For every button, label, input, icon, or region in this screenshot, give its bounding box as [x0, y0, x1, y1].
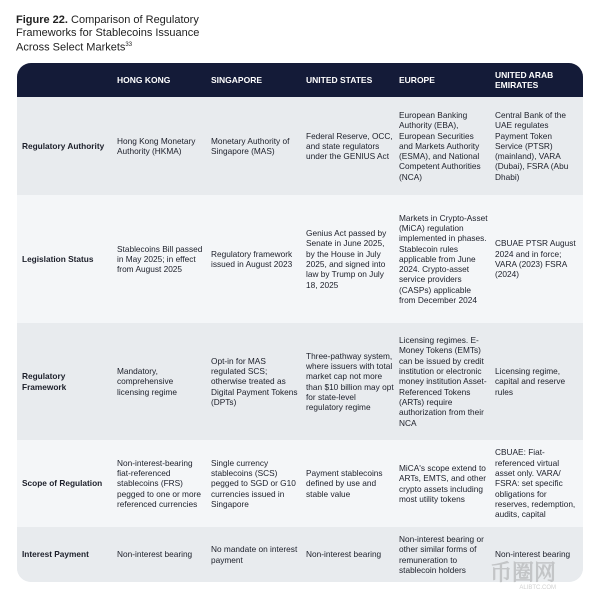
- col-hong-kong: HONG KONG: [117, 75, 171, 85]
- figure-caption: Comparison of Regulatory Frameworks for Stablecoins Issuance Across Select Markets: [16, 14, 200, 54]
- watermark: [490, 556, 556, 591]
- row-label: Regulatory Framework: [22, 371, 67, 392]
- table-cell: Licensing regime, capital and reserve rules: [495, 366, 566, 397]
- table-cell: European Banking Authority (EBA), European Securities and Markets Authority (ESMA), and National Competent Authorities (NCA): [399, 109, 481, 182]
- table-row: [17, 440, 583, 527]
- table-cell: Single currency stablecoins (SCS) pegged to SGD or G10 currencies issued in Singapore: [211, 457, 296, 509]
- table-cell: Non-interest bearing: [495, 549, 571, 560]
- table-cell: CBUAE PTSR August 2024 and in force; VARA (2023) FSRA (2024): [495, 238, 576, 280]
- row-label: Regulatory Authority: [22, 140, 105, 151]
- table-cell: Three-pathway system, where issuers with total market cap not more than $10 billion may opt for state-level regulatory regime: [306, 350, 394, 413]
- table-cell: Genius Act passed by Senate in June 2025, by the House in July 2025, and signed into law by Trump on July 18, 2025: [306, 228, 387, 290]
- watermark-text: 币圈网: [490, 560, 557, 585]
- table-cell: Regulatory framework issued in August 2023: [211, 248, 293, 269]
- table-cell: Monetary Authority of Singapore (MAS): [211, 135, 290, 156]
- col-europe: EUROPE: [399, 75, 435, 85]
- table-cell: Non-interest bearing: [306, 549, 382, 560]
- table-row: [17, 97, 583, 195]
- table-cell: Non-interest-bearing fiat-referenced stablecoins (FRS) pegged to one or more referenced currencies: [117, 457, 201, 509]
- table-cell: Federal Reserve, OCC, and state regulators under the GENIUS Act: [306, 130, 393, 162]
- footnote-ref: 33: [125, 42, 133, 48]
- row-label: Interest Payment: [22, 549, 89, 560]
- table-cell: CBUAE: Fiat-referenced virtual asset only. VARA/ FSRA: set specific obligations for reserves, redemption, audits, capital: [495, 447, 576, 520]
- table-cell: Non-interest bearing: [117, 549, 193, 560]
- table-cell: MiCA's scope extend to ARTs, EMTS, and other crypto assets including most utility tokens: [399, 462, 486, 504]
- row-label: Legislation Status: [22, 253, 94, 264]
- table-row: [17, 323, 583, 440]
- table-cell: Hong Kong Monetary Authority (HKMA): [117, 135, 196, 156]
- table-cell: Markets in Crypto-Asset (MiCA) regulation implemented in phases. Stablecoin rules applicable from June 2024. Crypto-asset service providers (CASPs) applicable from December 2024: [399, 212, 488, 306]
- col-singapore: SINGAPORE: [211, 75, 263, 85]
- table-cell: Central Bank of the UAE regulates Payment Token Service (PTSR) (mainland), VARA (Dubai), FSRA (Abu Dhabi): [495, 109, 569, 182]
- comparison-table: [17, 63, 583, 582]
- figure-title: [16, 14, 216, 54]
- table-cell: Stablecoins Bill passed in May 2025; in effect from August 2025: [117, 243, 203, 275]
- table-cell: Mandatory, comprehensive licensing regime: [117, 366, 177, 397]
- table-cell: Non-interest bearing or other similar forms of remuneration to stablecoin holders: [399, 533, 484, 575]
- table-cell: Opt-in for MAS regulated SCS; otherwise treated as Digital Payment Tokens (DPTs): [211, 355, 298, 407]
- table-cell: Licensing regimes. E-Money Tokens (EMTs) can be issued by credit institution or electronic money institution Asset-Referenced Tokens (ARTs) require authorization from their NCA: [399, 335, 487, 428]
- col-united-states: UNITED STATES: [306, 75, 373, 85]
- table-header: [17, 63, 583, 97]
- table-cell: Payment stablecoins defined by use and stable value: [306, 468, 383, 499]
- col-uae: UNITED ARAB EMIRATES: [495, 70, 554, 90]
- table-row: [17, 195, 583, 323]
- figure-number: Figure 22.: [16, 14, 68, 26]
- watermark-url: ALIBTC.COM: [519, 585, 557, 591]
- table-cell: No mandate on interest payment: [211, 544, 298, 565]
- row-label: Scope of Regulation: [22, 478, 103, 489]
